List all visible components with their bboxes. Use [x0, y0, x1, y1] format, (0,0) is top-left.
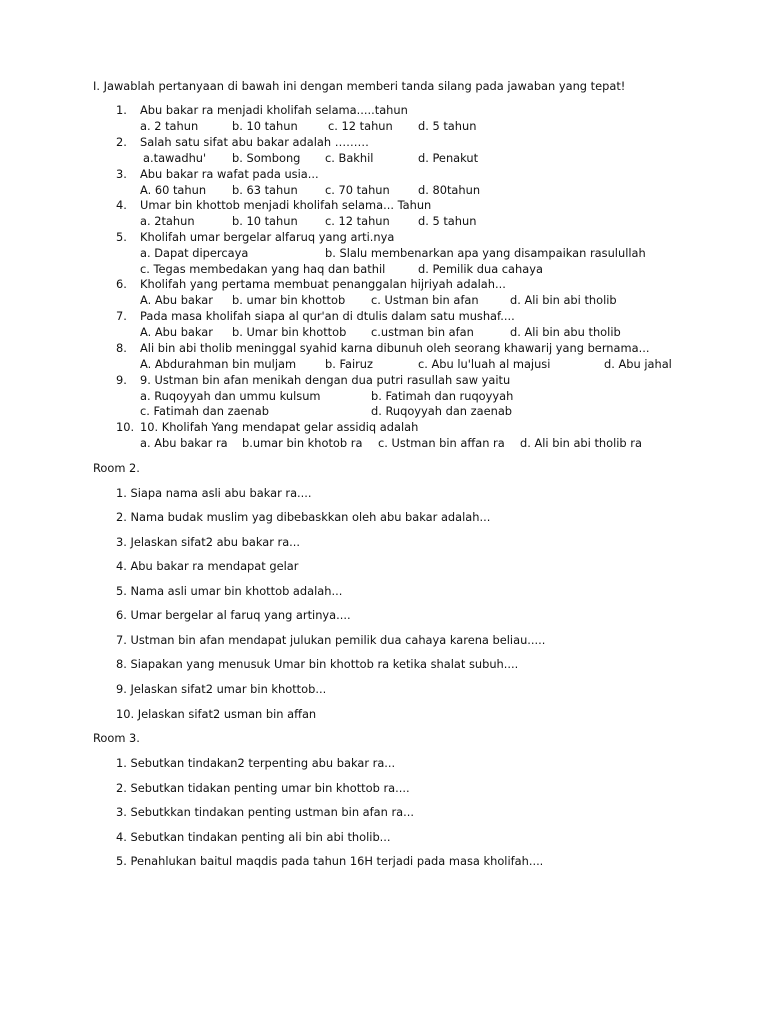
room2-item: 3. Jelaskan sifat2 abu bakar ra... [116, 535, 301, 549]
question-number: 2. [116, 135, 127, 149]
option-a: A. 60 tahun [140, 183, 207, 197]
question-text: Kholifah yang pertama membuat penanggalan hijriyah adalah... [140, 277, 506, 291]
question-number: 7. [116, 309, 127, 323]
option-b: b. 63 tahun [232, 183, 298, 197]
option-d: d. 5 tahun [418, 214, 477, 228]
question-number: 8. [116, 341, 127, 355]
option-a: a. 2tahun [140, 214, 195, 228]
room2-item: 7. Ustman bin afan mendapat julukan pemilik dua cahaya karena beliau..... [116, 633, 546, 647]
room2-item: 6. Umar bergelar al faruq yang artinya.... [116, 608, 351, 622]
question-text: 9. Ustman bin afan menikah dengan dua putri rasullah saw yaitu [140, 373, 511, 387]
option-d: d. Ruqoyyah dan zaenab [371, 404, 513, 418]
option-c: c. 12 tahun [328, 119, 393, 133]
option-d: d. Penakut [418, 151, 479, 165]
question-text: Ali bin abi tholib meninggal syahid karna dibunuh oleh seorang khawarij yang bernama... [140, 341, 650, 355]
option-c: c. Bakhil [325, 151, 374, 165]
room3-item: 3. Sebutkkan tindakan penting ustman bin afan ra... [116, 805, 414, 819]
question-text: Abu bakar ra menjadi kholifah selama.....tahun [140, 103, 408, 117]
option-b: b. Fairuz [325, 357, 374, 371]
option-c: c.ustman bin afan [371, 325, 474, 339]
room2-item: 1. Siapa nama asli abu bakar ra.... [116, 486, 312, 500]
option-d: d. Abu jahal [604, 357, 672, 371]
option-b: b. umar bin khottob [232, 293, 346, 307]
room2-item: 10. Jelaskan sifat2 usman bin affan [116, 707, 317, 721]
option-c: c. Ustman bin affan ra [378, 436, 505, 450]
question-text: Kholifah umar bergelar alfaruq yang arti.nya [140, 230, 395, 244]
room3-title: Room 3. [93, 731, 140, 745]
question-number: 1. [116, 103, 127, 117]
question-number: 4. [116, 198, 127, 212]
option-b: b. 10 tahun [232, 119, 298, 133]
room2-item: 5. Nama asli umar bin khottob adalah... [116, 584, 343, 598]
option-a: a. Abu bakar ra [140, 436, 228, 450]
question-number: 6. [116, 277, 127, 291]
room3-item: 2. Sebutkan tidakan penting umar bin khottob ra.... [116, 781, 410, 795]
option-b: b. Umar bin khottob [232, 325, 347, 339]
room2-title: Room 2. [93, 461, 140, 475]
question-text: Salah satu sifat abu bakar adalah ……… [140, 135, 369, 149]
option-d: d. Ali bin abi tholib [510, 293, 617, 307]
question-text: Pada masa kholifah siapa al qur'an di dtulis dalam satu mushaf.... [140, 309, 515, 323]
option-c: c. Abu lu'luah al majusi [418, 357, 551, 371]
option-a: a. Dapat dipercaya [140, 246, 249, 260]
room2-item: 2. Nama budak muslim yag dibebaskkan oleh abu bakar adalah... [116, 510, 491, 524]
option-c: c. 70 tahun [325, 183, 390, 197]
option-c: c. Ustman bin afan [371, 293, 479, 307]
option-b: b. Slalu membenarkan apa yang disampaikan rasulullah [325, 246, 646, 260]
option-c: c. Fatimah dan zaenab [140, 404, 269, 418]
option-c: c. Tegas membedakan yang haq dan bathil [140, 262, 386, 276]
option-a: A. Abu bakar [140, 293, 213, 307]
question-text: 10. Kholifah Yang mendapat gelar assidiq adalah [140, 420, 419, 434]
option-d: d. 80tahun [418, 183, 481, 197]
option-a: A. Abdurahman bin muljam [140, 357, 297, 371]
room2-item: 8. Siapakan yang menusuk Umar bin khottob ra ketika shalat subuh.... [116, 657, 519, 671]
room2-item: 9. Jelaskan sifat2 umar bin khottob... [116, 682, 327, 696]
option-b: b. 10 tahun [232, 214, 298, 228]
question-number: 5. [116, 230, 127, 244]
room3-item: 5. Penahlukan baitul maqdis pada tahun 16H terjadi pada masa kholifah.... [116, 854, 544, 868]
question-text: Abu bakar ra wafat pada usia... [140, 167, 319, 181]
option-b: b. Sombong [232, 151, 301, 165]
option-d: d. Pemilik dua cahaya [418, 262, 543, 276]
room3-item: 4. Sebutkan tindakan penting ali bin abi tholib... [116, 830, 391, 844]
option-a: a.tawadhu' [143, 151, 207, 165]
question-number: 9. [116, 373, 127, 387]
option-b: b. Fatimah dan ruqoyyah [371, 389, 514, 403]
option-d: d. Ali bin abi tholib ra [520, 436, 642, 450]
option-d: d. Ali bin abu tholib [510, 325, 621, 339]
room2-item: 4. Abu bakar ra mendapat gelar [116, 559, 299, 573]
question-text: Umar bin khottob menjadi kholifah selama... Tahun [140, 198, 432, 212]
option-a: A. Abu bakar [140, 325, 213, 339]
option-c: c. 12 tahun [325, 214, 390, 228]
question-number: 3. [116, 167, 127, 181]
question-number: 10. [116, 420, 135, 434]
instruction: I. Jawablah pertanyaan di bawah ini dengan memberi tanda silang pada jawaban yang tepat! [93, 79, 626, 93]
option-d: d. 5 tahun [418, 119, 477, 133]
option-a: a. Ruqoyyah dan ummu kulsum [140, 389, 321, 403]
room3-item: 1. Sebutkan tindakan2 terpenting abu bakar ra... [116, 756, 396, 770]
option-b: b.umar bin khotob ra [242, 436, 363, 450]
option-a: a. 2 tahun [140, 119, 199, 133]
